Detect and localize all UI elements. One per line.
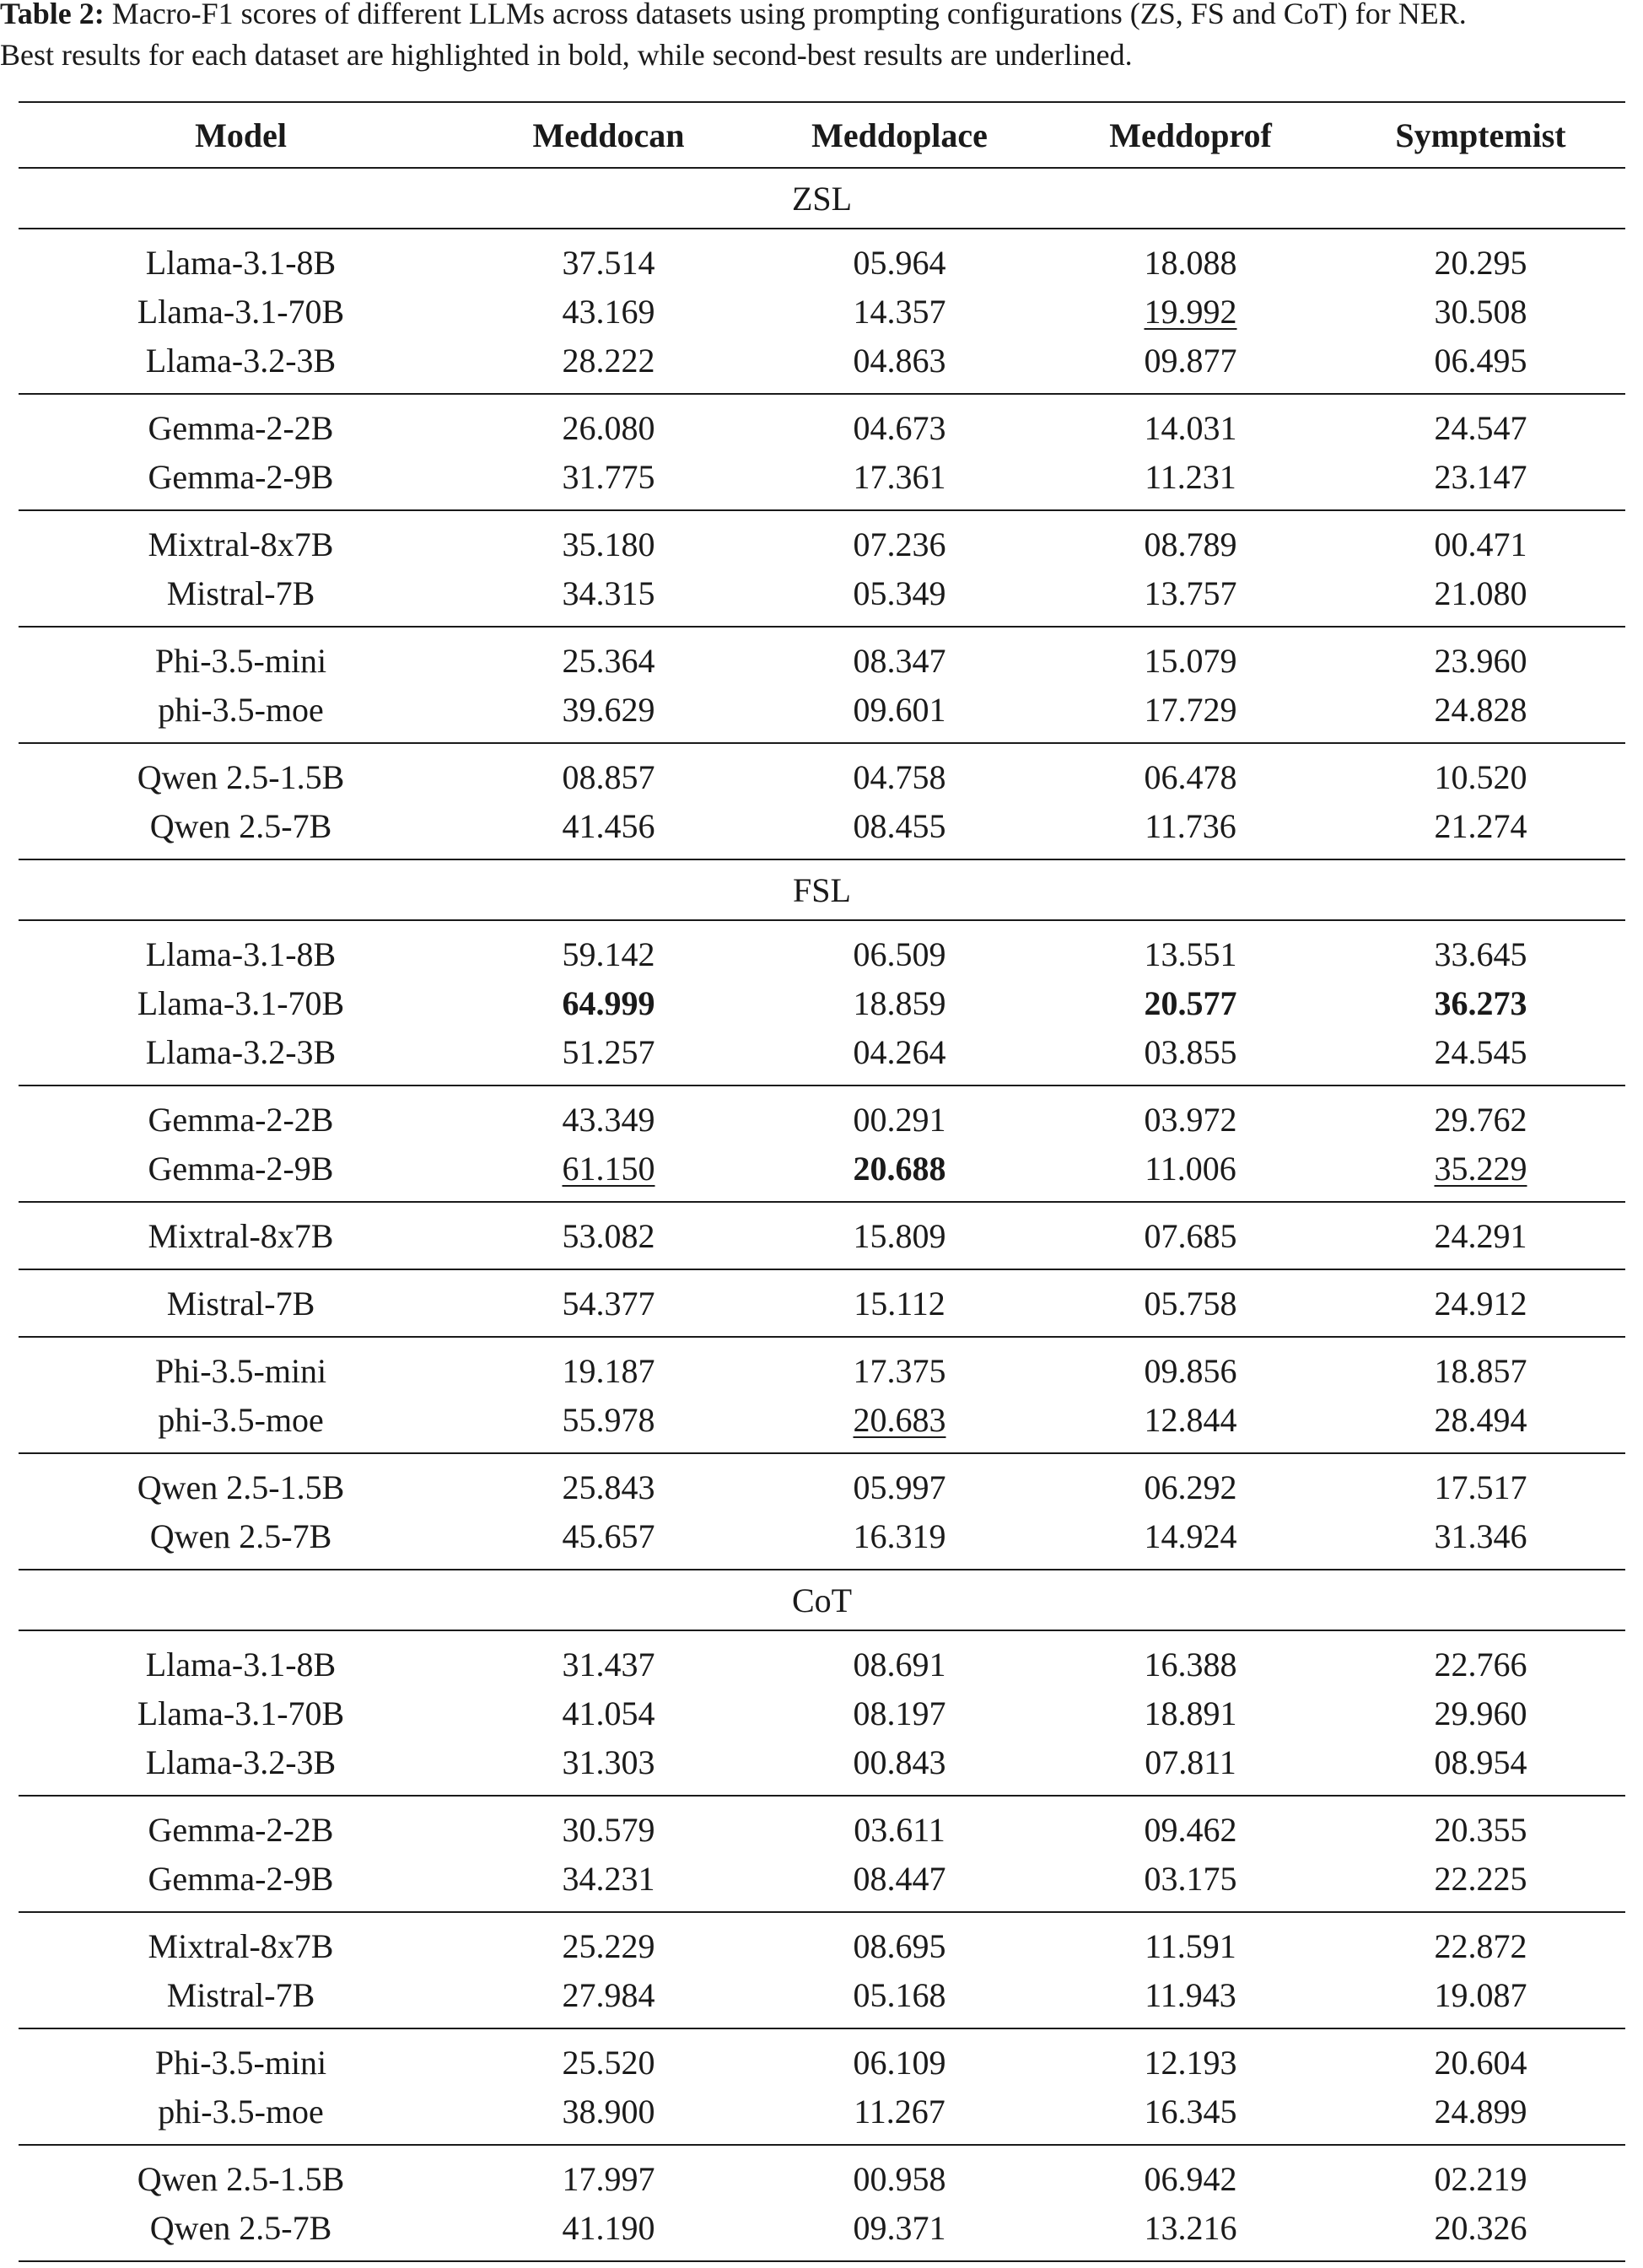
section-row bbox=[19, 1570, 1625, 1630]
section-row bbox=[19, 859, 1625, 920]
score-cell: 08.695 bbox=[853, 1926, 946, 1965]
score-cell: 13.551 bbox=[1144, 935, 1237, 973]
score-cell: 41.190 bbox=[463, 2203, 754, 2261]
score-cell: 30.508 bbox=[1434, 292, 1527, 331]
score-cell: 08.857 bbox=[562, 757, 655, 796]
score-cell: 28.222 bbox=[463, 336, 754, 394]
score-cell: 15.112 bbox=[754, 1269, 1045, 1337]
score-cell: 16.388 bbox=[1144, 1645, 1237, 1683]
score-cell: 33.645 bbox=[1434, 935, 1527, 973]
model-cell: Gemma-2-9B bbox=[19, 1854, 463, 1912]
model-cell: Gemma-2-2B bbox=[148, 1810, 334, 1849]
score-cell: 06.509 bbox=[853, 935, 946, 973]
table-row bbox=[19, 1912, 1625, 1970]
score-cell: 12.193 bbox=[1144, 2043, 1237, 2082]
score-cell: 43.349 bbox=[562, 1100, 655, 1139]
model-cell: Mistral-7B bbox=[19, 568, 463, 627]
table-row bbox=[19, 627, 1625, 685]
table-row bbox=[19, 1630, 1625, 1689]
model-cell: Phi-3.5-mini bbox=[154, 2043, 327, 2082]
table-row bbox=[19, 1337, 1625, 1395]
score-cell: 30.579 bbox=[562, 1810, 655, 1849]
score-cell: 18.857 bbox=[1434, 1351, 1527, 1390]
score-cell: 38.900 bbox=[463, 2087, 754, 2145]
model-cell: Mixtral-8x7B bbox=[19, 1202, 463, 1269]
score-cell: 05.758 bbox=[1045, 1269, 1336, 1337]
score-cell: 16.319 bbox=[754, 1511, 1045, 1570]
score-cell: 19.087 bbox=[1336, 1970, 1625, 2028]
table-row bbox=[19, 1269, 1625, 1337]
score-cell: 24.912 bbox=[1336, 1269, 1625, 1337]
score-cell: 31.437 bbox=[562, 1645, 655, 1683]
model-cell: Qwen 2.5-7B bbox=[19, 2203, 463, 2261]
score-cell: 08.954 bbox=[1336, 1737, 1625, 1796]
score-cell: 24.828 bbox=[1336, 685, 1625, 743]
model-cell: Gemma-2-9B bbox=[19, 452, 463, 510]
table-row bbox=[19, 978, 1625, 1027]
model-cell: Mistral-7B bbox=[19, 1269, 463, 1337]
score-cell: 11.736 bbox=[1045, 801, 1336, 859]
score-cell: 05.997 bbox=[853, 1468, 946, 1506]
score-cell: 27.984 bbox=[463, 1970, 754, 2028]
score-cell: 08.455 bbox=[754, 801, 1045, 859]
score-cell: 55.978 bbox=[463, 1395, 754, 1453]
score-cell: 17.375 bbox=[853, 1351, 946, 1390]
score-cell: 24.291 bbox=[1336, 1202, 1625, 1269]
score-cell: 61.150 bbox=[463, 1144, 754, 1202]
score-cell: 02.219 bbox=[1434, 2159, 1527, 2198]
table-row bbox=[19, 1970, 1625, 2028]
score-cell: 29.960 bbox=[1434, 1694, 1527, 1732]
model-cell: Mixtral-8x7B bbox=[148, 1926, 334, 1965]
model-cell: Llama-3.1-70B bbox=[137, 292, 345, 331]
score-cell: 05.168 bbox=[754, 1970, 1045, 2028]
table-row bbox=[19, 920, 1625, 978]
score-cell: 53.082 bbox=[463, 1202, 754, 1269]
model-cell: Llama-3.1-8B bbox=[145, 243, 337, 282]
score-cell: 64.999 bbox=[562, 983, 655, 1022]
table-row bbox=[19, 1395, 1625, 1453]
score-cell: 23.960 bbox=[1434, 641, 1527, 680]
table-row bbox=[19, 1202, 1625, 1269]
score-cell: 31.346 bbox=[1336, 1511, 1625, 1570]
score-cell: 09.371 bbox=[754, 2203, 1045, 2261]
score-cell: 20.688 bbox=[754, 1144, 1045, 1202]
score-cell: 28.494 bbox=[1336, 1395, 1625, 1453]
table-row bbox=[19, 229, 1625, 287]
score-cell: 09.601 bbox=[754, 685, 1045, 743]
score-cell: 20.295 bbox=[1434, 243, 1527, 282]
score-cell: 06.292 bbox=[1144, 1468, 1237, 1506]
score-cell: 14.357 bbox=[853, 292, 946, 331]
score-cell: 09.462 bbox=[1144, 1810, 1237, 1849]
score-cell: 03.972 bbox=[1144, 1100, 1237, 1139]
score-cell: 11.591 bbox=[1145, 1926, 1236, 1965]
score-cell: 34.231 bbox=[463, 1854, 754, 1912]
score-cell: 17.997 bbox=[562, 2159, 655, 2198]
model-cell: Qwen 2.5-1.5B bbox=[137, 1468, 345, 1506]
score-cell: 08.691 bbox=[853, 1645, 946, 1683]
table-row bbox=[19, 1689, 1625, 1737]
score-cell: 25.364 bbox=[562, 641, 655, 680]
model-cell: Llama-3.2-3B bbox=[19, 1737, 463, 1796]
score-cell: 07.685 bbox=[1045, 1202, 1336, 1269]
table-row bbox=[19, 685, 1625, 743]
score-cell: 11.231 bbox=[1045, 452, 1336, 510]
header-row bbox=[19, 102, 1625, 168]
score-cell: 08.347 bbox=[853, 641, 946, 680]
table-row bbox=[19, 568, 1625, 627]
score-cell: 15.079 bbox=[1144, 641, 1237, 680]
score-cell: 05.349 bbox=[754, 568, 1045, 627]
model-cell: Mistral-7B bbox=[19, 1970, 463, 2028]
score-cell: 05.964 bbox=[853, 243, 946, 282]
model-cell: Gemma-2-2B bbox=[148, 1100, 334, 1139]
score-cell: 06.495 bbox=[1336, 336, 1625, 394]
score-cell: 00.958 bbox=[853, 2159, 946, 2198]
score-cell: 04.673 bbox=[853, 408, 946, 447]
table-body bbox=[19, 168, 1625, 2261]
section-row bbox=[19, 168, 1625, 229]
score-cell: 24.545 bbox=[1336, 1027, 1625, 1086]
score-cell: 20.355 bbox=[1434, 1810, 1527, 1849]
table-row bbox=[19, 2087, 1625, 2145]
score-cell: 06.942 bbox=[1144, 2159, 1237, 2198]
model-cell: phi-3.5-moe bbox=[19, 2087, 463, 2145]
header-symptemist: Symptemist bbox=[1336, 102, 1625, 168]
score-cell: 18.891 bbox=[1144, 1694, 1237, 1732]
score-cell: 15.809 bbox=[754, 1202, 1045, 1269]
score-cell: 26.080 bbox=[562, 408, 655, 447]
caption-line-1 bbox=[0, 0, 1643, 35]
table-row bbox=[19, 801, 1625, 859]
score-cell: 20.577 bbox=[1144, 983, 1237, 1022]
caption-label: Table 2: bbox=[0, 0, 105, 30]
model-cell: Llama-3.1-70B bbox=[137, 1694, 345, 1732]
table-row bbox=[19, 1086, 1625, 1144]
model-cell: Gemma-2-2B bbox=[148, 408, 334, 447]
score-cell: 17.729 bbox=[1045, 685, 1336, 743]
score-cell: 08.789 bbox=[1144, 525, 1237, 563]
score-cell: 07.811 bbox=[1045, 1737, 1336, 1796]
score-cell: 19.992 bbox=[1144, 292, 1237, 331]
caption-line-2: Best results for each dataset are highlighted in bold, while second-best results are underlined. bbox=[0, 38, 1133, 72]
table-row bbox=[19, 1144, 1625, 1202]
model-cell: Mixtral-8x7B bbox=[148, 525, 334, 563]
score-cell: 59.142 bbox=[562, 935, 655, 973]
table-row bbox=[19, 394, 1625, 452]
score-cell: 22.766 bbox=[1434, 1645, 1527, 1683]
score-cell: 03.611 bbox=[854, 1810, 945, 1849]
header-model: Model bbox=[19, 102, 463, 168]
score-cell: 31.775 bbox=[463, 452, 754, 510]
score-cell: 14.031 bbox=[1144, 408, 1237, 447]
score-cell: 13.216 bbox=[1045, 2203, 1336, 2261]
model-cell: phi-3.5-moe bbox=[19, 685, 463, 743]
model-cell: Llama-3.1-70B bbox=[137, 983, 345, 1022]
score-cell: 08.447 bbox=[754, 1854, 1045, 1912]
score-cell: 00.291 bbox=[853, 1100, 946, 1139]
score-cell: 41.054 bbox=[562, 1694, 655, 1732]
score-cell: 31.303 bbox=[463, 1737, 754, 1796]
score-cell: 37.514 bbox=[562, 243, 655, 282]
score-cell: 16.345 bbox=[1045, 2087, 1336, 2145]
score-cell: 34.315 bbox=[463, 568, 754, 627]
score-cell: 29.762 bbox=[1434, 1100, 1527, 1139]
section-label: ZSL bbox=[19, 168, 1625, 229]
score-cell: 07.236 bbox=[853, 525, 946, 563]
score-cell: 21.080 bbox=[1336, 568, 1625, 627]
score-cell: 06.478 bbox=[1144, 757, 1237, 796]
table-row bbox=[19, 336, 1625, 394]
model-cell: Qwen 2.5-1.5B bbox=[137, 757, 345, 796]
score-cell: 17.361 bbox=[754, 452, 1045, 510]
score-cell: 12.844 bbox=[1045, 1395, 1336, 1453]
score-cell: 24.547 bbox=[1434, 408, 1527, 447]
score-cell: 25.229 bbox=[562, 1926, 655, 1965]
table-row bbox=[19, 2145, 1625, 2203]
score-cell: 35.229 bbox=[1336, 1144, 1625, 1202]
score-cell: 00.843 bbox=[754, 1737, 1045, 1796]
model-cell: Qwen 2.5-7B bbox=[19, 1511, 463, 1570]
table-row bbox=[19, 1737, 1625, 1796]
table-row bbox=[19, 2203, 1625, 2261]
score-cell: 39.629 bbox=[463, 685, 754, 743]
score-cell: 35.180 bbox=[562, 525, 655, 563]
score-cell: 25.843 bbox=[562, 1468, 655, 1506]
model-cell: Llama-3.1-8B bbox=[145, 1645, 337, 1683]
model-cell: Gemma-2-9B bbox=[19, 1144, 463, 1202]
header-meddoplace: Meddoplace bbox=[754, 102, 1045, 168]
model-cell: Phi-3.5-mini bbox=[154, 1351, 327, 1390]
score-cell: 00.471 bbox=[1434, 525, 1527, 563]
caption-text-1: Macro-F1 scores of different LLMs across datasets using prompting configurations (ZS, FS and CoT) for NER. bbox=[104, 0, 1467, 30]
model-cell: Llama-3.2-3B bbox=[19, 336, 463, 394]
score-cell: 22.872 bbox=[1434, 1926, 1527, 1965]
model-cell: Llama-3.2-3B bbox=[19, 1027, 463, 1086]
model-cell: Qwen 2.5-1.5B bbox=[137, 2159, 345, 2198]
score-cell: 19.187 bbox=[562, 1351, 655, 1390]
score-cell: 04.264 bbox=[754, 1027, 1045, 1086]
score-cell: 11.006 bbox=[1045, 1144, 1336, 1202]
score-cell: 51.257 bbox=[463, 1027, 754, 1086]
score-cell: 11.943 bbox=[1045, 1970, 1336, 2028]
score-cell: 08.197 bbox=[853, 1694, 946, 1732]
score-cell: 23.147 bbox=[1336, 452, 1625, 510]
results-table bbox=[19, 101, 1625, 2262]
section-label: CoT bbox=[19, 1570, 1625, 1630]
score-cell: 04.863 bbox=[754, 336, 1045, 394]
score-cell: 24.899 bbox=[1336, 2087, 1625, 2145]
score-cell: 45.657 bbox=[463, 1511, 754, 1570]
model-cell: phi-3.5-moe bbox=[19, 1395, 463, 1453]
table-row bbox=[19, 1796, 1625, 1854]
table-row bbox=[19, 1854, 1625, 1912]
score-cell: 43.169 bbox=[562, 292, 655, 331]
score-cell: 21.274 bbox=[1336, 801, 1625, 859]
score-cell: 20.604 bbox=[1434, 2043, 1527, 2082]
section-label: FSL bbox=[19, 859, 1625, 920]
score-cell: 06.109 bbox=[853, 2043, 946, 2082]
table-caption bbox=[0, 0, 1643, 76]
score-cell: 20.683 bbox=[754, 1395, 1045, 1453]
score-cell: 03.175 bbox=[1045, 1854, 1336, 1912]
score-cell: 36.273 bbox=[1434, 983, 1527, 1022]
score-cell: 41.456 bbox=[463, 801, 754, 859]
score-cell: 17.517 bbox=[1434, 1468, 1527, 1506]
score-cell: 09.856 bbox=[1144, 1351, 1237, 1390]
score-cell: 04.758 bbox=[853, 757, 946, 796]
score-cell: 20.326 bbox=[1336, 2203, 1625, 2261]
model-cell: Llama-3.1-8B bbox=[145, 935, 337, 973]
score-cell: 09.877 bbox=[1045, 336, 1336, 394]
table-row bbox=[19, 287, 1625, 336]
table-row bbox=[19, 1027, 1625, 1086]
header-meddocan: Meddocan bbox=[463, 102, 754, 168]
score-cell: 13.757 bbox=[1045, 568, 1336, 627]
table-row bbox=[19, 2028, 1625, 2087]
model-cell: Phi-3.5-mini bbox=[154, 641, 327, 680]
score-cell: 54.377 bbox=[463, 1269, 754, 1337]
table-row bbox=[19, 1453, 1625, 1511]
table-row bbox=[19, 1511, 1625, 1570]
table-row bbox=[19, 743, 1625, 801]
score-cell: 03.855 bbox=[1045, 1027, 1336, 1086]
score-cell: 14.924 bbox=[1045, 1511, 1336, 1570]
table-row bbox=[19, 452, 1625, 510]
table-row bbox=[19, 510, 1625, 568]
score-cell: 22.225 bbox=[1336, 1854, 1625, 1912]
score-cell: 25.520 bbox=[562, 2043, 655, 2082]
score-cell: 11.267 bbox=[754, 2087, 1045, 2145]
score-cell: 18.859 bbox=[853, 983, 946, 1022]
header-meddoprof: Meddoprof bbox=[1045, 102, 1336, 168]
model-cell: Qwen 2.5-7B bbox=[19, 801, 463, 859]
score-cell: 10.520 bbox=[1434, 757, 1527, 796]
score-cell: 18.088 bbox=[1144, 243, 1237, 282]
